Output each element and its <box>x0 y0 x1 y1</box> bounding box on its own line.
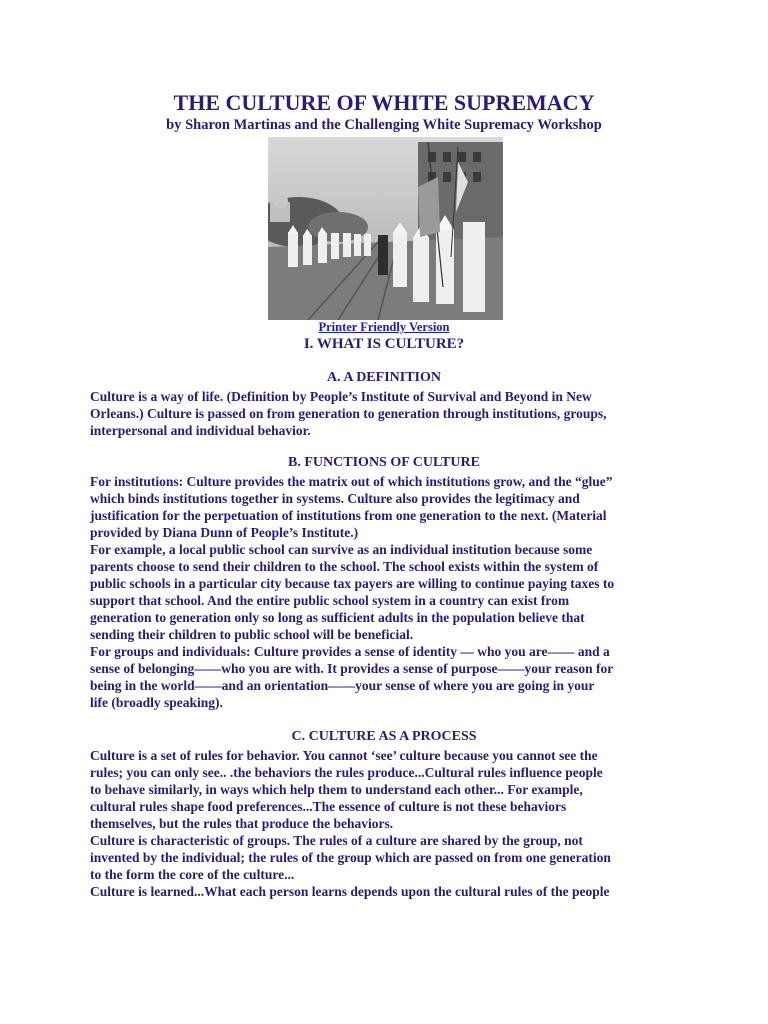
body-line: Orleans.) Culture is passed on from generation to generation through institutions, groups, <box>90 406 607 421</box>
historical-photo <box>268 137 503 320</box>
body-line: invented by the individual; the rules of the group which are passed on from one generation <box>90 850 611 865</box>
body-line: For example, a local public school can survive as an individual institution because some <box>90 542 593 557</box>
body-line: generation to generation only so long as sufficient adults in the population believe that <box>90 610 585 625</box>
body-line: life (broadly speaking). <box>90 695 223 710</box>
body-line: sense of belonging——who you are with. It provides a sense of purpose——your reason for <box>90 661 614 676</box>
body-line: interpersonal and individual behavior. <box>90 423 311 438</box>
body-line: sending their children to public school will be beneficial. <box>90 627 414 642</box>
subsection-heading-process: C. CULTURE AS A PROCESS <box>291 729 477 744</box>
byline: by Sharon Martinas and the Challenging White Supremacy Workshop <box>166 117 602 133</box>
body-line: For institutions: Culture provides the matrix out of which institutions grow, and the “glue” <box>90 474 613 489</box>
body-line: Culture is a way of life. (Definition by People’s Institute of Survival and Beyond in New <box>90 389 592 404</box>
subsection-body-process <box>90 747 690 900</box>
subsection-body-functions <box>90 473 690 711</box>
body-line: to the form the core of the culture... <box>90 867 295 882</box>
body-line: to behave similarly, in ways which help them to understand each other... For example, <box>90 782 583 797</box>
body-line: Culture is a set of rules for behavior. You cannot ‘see’ culture because you cannot see the <box>90 748 598 763</box>
body-line: justification for the perpetuation of institutions from one generation to the next. (Material <box>90 508 607 523</box>
body-line: themselves, but the rules that produce the behaviors. <box>90 816 394 831</box>
body-line: being in the world——and an orientation——your sense of where you are going in your <box>90 678 595 693</box>
body-line: provided by Diana Dunn of People’s Institute.) <box>90 525 359 540</box>
page-title: THE CULTURE OF WHITE SUPREMACY <box>173 90 595 115</box>
body-line: For groups and individuals: Culture provides a sense of identity — who you are—— and a <box>90 644 610 659</box>
subsection-body-definition <box>90 388 690 439</box>
body-line: Culture is characteristic of groups. The rules of a culture are shared by the group, not <box>90 833 583 848</box>
body-line: Culture is learned...What each person learns depends upon the cultural rules of the people <box>90 884 610 899</box>
subsection-heading-definition: A. A DEFINITION <box>327 370 441 385</box>
body-line: public schools in a particular city because tax payers are willing to continue paying taxes to <box>90 576 615 591</box>
body-line: parents choose to send their children to the school. The school exists within the system of <box>90 559 599 574</box>
body-line: which binds institutions together in systems. Culture also provides the legitimacy and <box>90 491 580 506</box>
section-heading: I. WHAT IS CULTURE? <box>303 336 465 352</box>
body-line: support that school. And the entire public school system in a country can exist from <box>90 593 570 608</box>
printer-friendly-link[interactable]: Printer Friendly Version <box>318 320 450 334</box>
march-photo-image <box>268 137 503 320</box>
body-line: cultural rules shape food preferences...The essence of culture is not these behaviors <box>90 799 567 814</box>
subsection-heading-functions: B. FUNCTIONS OF CULTURE <box>288 455 480 470</box>
body-line: rules; you can only see.. .the behaviors the rules produce...Cultural rules influence people <box>90 765 603 780</box>
